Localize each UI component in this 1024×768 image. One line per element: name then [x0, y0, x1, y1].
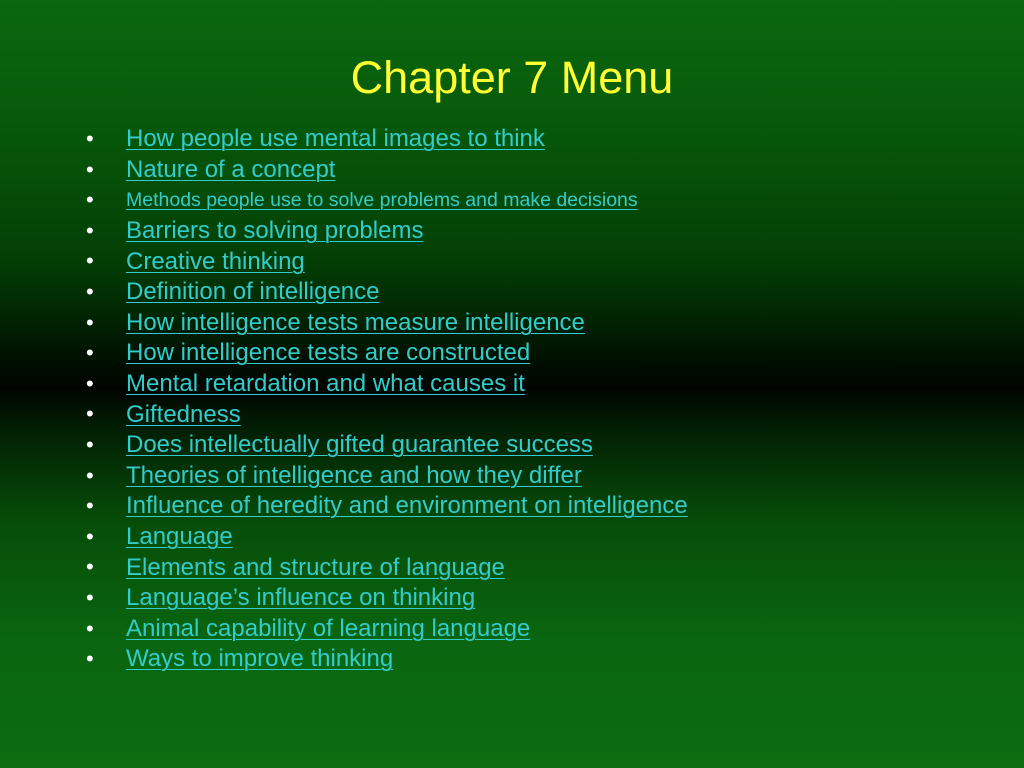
menu-item	[86, 644, 688, 675]
bullet-icon: •	[86, 431, 94, 457]
menu-item	[86, 552, 688, 583]
menu-item	[86, 216, 688, 247]
bullet-icon: •	[86, 584, 94, 610]
bullet-icon: •	[86, 156, 94, 182]
menu-link-tests-constructed[interactable]: How intelligence tests are constructed	[126, 339, 531, 367]
menu-link-improve-thinking[interactable]: Ways to improve thinking	[126, 645, 394, 673]
bullet-icon: •	[86, 401, 94, 427]
bullet-icon: •	[86, 493, 94, 519]
menu-item	[86, 338, 688, 369]
menu-link-language[interactable]: Language	[126, 523, 233, 551]
menu-item	[86, 522, 688, 553]
bullet-icon: •	[86, 646, 94, 672]
bullet-icon: •	[86, 187, 94, 213]
menu-item	[86, 614, 688, 645]
menu-link-mental-images[interactable]: How people use mental images to think	[126, 125, 545, 153]
bullet-icon: •	[86, 217, 94, 243]
menu-link-giftedness[interactable]: Giftedness	[126, 400, 241, 428]
slide-title: Chapter 7 Menu	[350, 52, 674, 103]
menu-item	[86, 430, 688, 461]
menu-item	[86, 155, 688, 186]
menu-link-creative-thinking[interactable]: Creative thinking	[126, 247, 305, 275]
menu-item	[86, 491, 688, 522]
bullet-icon: •	[86, 554, 94, 580]
menu-item	[86, 308, 688, 339]
menu-link-animal-language[interactable]: Animal capability of learning language	[126, 614, 531, 642]
bullet-icon: •	[86, 523, 94, 549]
menu-link-language-influence[interactable]: Language’s influence on thinking	[126, 584, 476, 612]
chapter-menu-list	[86, 124, 688, 675]
bullet-icon: •	[86, 370, 94, 396]
menu-item	[86, 399, 688, 430]
menu-link-tests-measure[interactable]: How intelligence tests measure intelligence	[126, 308, 585, 336]
bullet-icon: •	[86, 126, 94, 151]
menu-link-mental-retardation[interactable]: Mental retardation and what causes it	[126, 370, 525, 398]
bullet-icon: •	[86, 615, 94, 641]
menu-item	[86, 124, 688, 155]
menu-link-problem-solving-methods[interactable]: Methods people use to solve problems and make decisions	[126, 188, 638, 211]
menu-item	[86, 246, 688, 277]
menu-link-gifted-success[interactable]: Does intellectually gifted guarantee success	[126, 431, 593, 459]
menu-item	[86, 185, 688, 216]
menu-item	[86, 583, 688, 614]
menu-link-elements-structure[interactable]: Elements and structure of language	[126, 553, 505, 581]
bullet-icon: •	[86, 278, 94, 304]
bullet-icon: •	[86, 309, 94, 335]
bullet-icon: •	[86, 340, 94, 366]
menu-link-nature-of-concept[interactable]: Nature of a concept	[126, 155, 336, 183]
menu-item	[86, 461, 688, 492]
menu-link-theories-intelligence[interactable]: Theories of intelligence and how they differ	[126, 461, 582, 489]
menu-link-definition-intelligence[interactable]: Definition of intelligence	[126, 278, 380, 306]
bullet-icon: •	[86, 248, 94, 274]
menu-link-barriers[interactable]: Barriers to solving problems	[126, 217, 424, 245]
menu-link-heredity-environment[interactable]: Influence of heredity and environment on intelligence	[126, 492, 688, 520]
menu-item	[86, 277, 688, 308]
menu-item	[86, 369, 688, 400]
bullet-icon: •	[86, 462, 94, 488]
